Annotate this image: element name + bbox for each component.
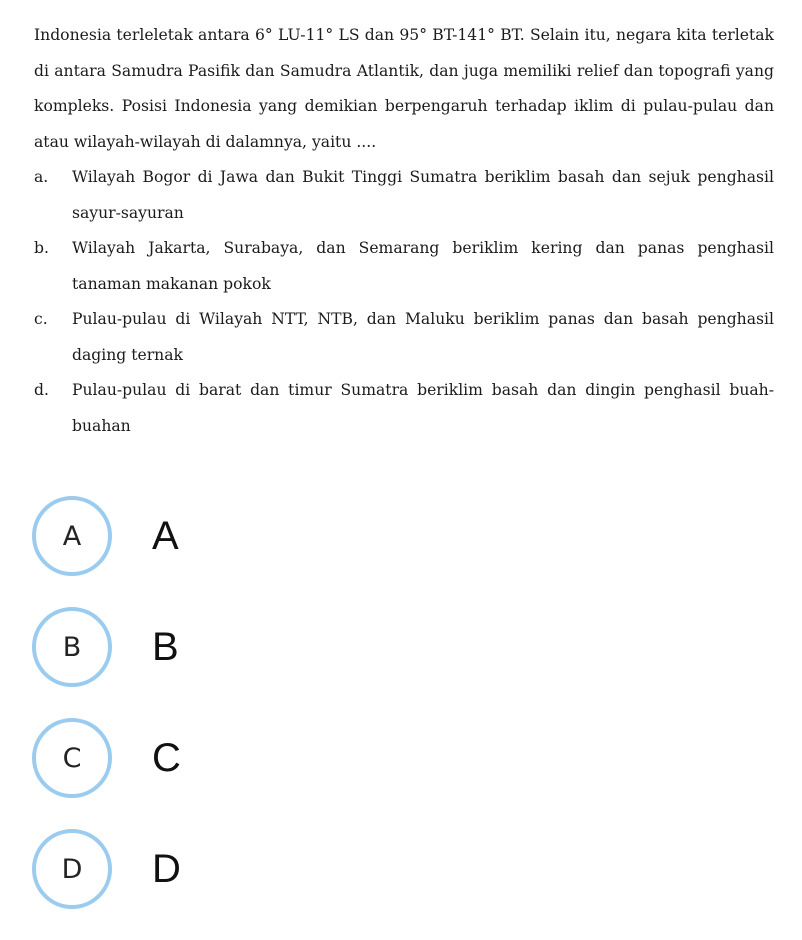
- choice-label-b[interactable]: B: [152, 624, 179, 669]
- question-option-d: [34, 373, 774, 444]
- question-block: [34, 18, 774, 444]
- choice-circle-a[interactable]: A: [32, 496, 112, 576]
- choice-circle-c[interactable]: C: [32, 718, 112, 798]
- choice-circle-b[interactable]: B: [32, 607, 112, 687]
- question-option-a: [34, 160, 774, 231]
- choice-label-c[interactable]: C: [152, 735, 181, 780]
- answer-choice-b[interactable]: [32, 607, 432, 687]
- question-option-c: [34, 302, 774, 373]
- answer-choice-c[interactable]: [32, 718, 432, 798]
- choice-label-d[interactable]: D: [152, 846, 181, 891]
- answer-choice-a[interactable]: [32, 496, 432, 576]
- question-options: [34, 160, 774, 444]
- option-letter: c.: [34, 310, 48, 328]
- option-letter: b.: [34, 239, 49, 257]
- option-text: Wilayah Bogor di Jawa dan Bukit Tinggi Sumatra beriklim basah dan sejuk penghasil sayur-sayuran: [72, 168, 774, 222]
- option-letter: d.: [34, 381, 49, 399]
- option-letter: a.: [34, 168, 49, 186]
- answer-choices: [32, 496, 432, 940]
- choice-label-a[interactable]: A: [152, 513, 179, 558]
- option-text: Pulau-pulau di barat dan timur Sumatra beriklim basah dan dingin penghasil buah-buahan: [72, 381, 774, 435]
- choice-circle-d[interactable]: D: [32, 829, 112, 909]
- answer-choice-d[interactable]: [32, 829, 432, 909]
- question-option-b: [34, 231, 774, 302]
- option-text: Pulau-pulau di Wilayah NTT, NTB, dan Maluku beriklim panas dan basah penghasil daging ternak: [72, 310, 774, 364]
- question-stem: Indonesia terleletak antara 6° LU-11° LS dan 95° BT-141° BT. Selain itu, negara kita terletak di antara Samudra Pasifik dan Samudra Atlantik, dan juga memiliki relief dan topografi yang kompleks. Posisi Indonesia yang demikian berpengaruh terhadap iklim di pulau-pulau dan atau wilayah-wilayah di dalamnya, yaitu ....: [34, 26, 774, 151]
- option-text: Wilayah Jakarta, Surabaya, dan Semarang beriklim kering dan panas penghasil tanaman makanan pokok: [72, 239, 774, 293]
